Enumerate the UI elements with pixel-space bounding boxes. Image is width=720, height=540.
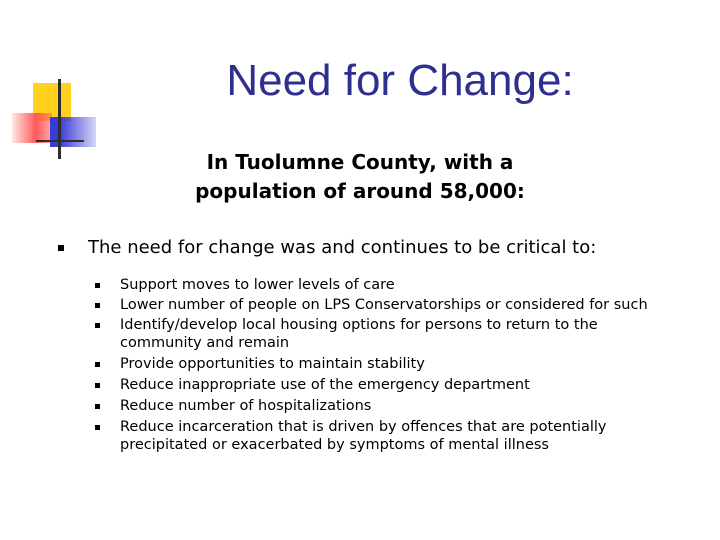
list-item-text: Lower number of people on LPS Conservatorships or considered for such bbox=[120, 297, 648, 313]
list-item bbox=[95, 418, 675, 454]
list-item bbox=[95, 316, 675, 352]
list-item bbox=[95, 355, 675, 373]
square-bullet-icon bbox=[95, 404, 100, 409]
decor-red-bar bbox=[12, 113, 52, 143]
square-bullet-icon bbox=[95, 303, 100, 308]
decor-vertical-line bbox=[58, 79, 61, 159]
list-item-text: Reduce incarceration that is driven by offences that are potentially precipitated or exacerbated by symptoms of mental illness bbox=[120, 419, 607, 453]
decor-blue-square bbox=[50, 117, 96, 147]
square-bullet-icon bbox=[95, 425, 100, 430]
list-item-text: Reduce number of hospitalizations bbox=[120, 398, 372, 414]
square-bullet-icon bbox=[95, 283, 100, 288]
subtitle-line-1: In Tuolumne County, with a bbox=[206, 150, 514, 174]
slide-title: Need for Change: bbox=[226, 56, 574, 105]
list-item bbox=[95, 397, 675, 415]
square-bullet-icon bbox=[95, 323, 100, 328]
list-item-text: Support moves to lower levels of care bbox=[120, 277, 395, 293]
main-bullet-text: The need for change was and continues to be critical to: bbox=[88, 237, 597, 258]
square-bullet-icon bbox=[95, 362, 100, 367]
square-bullet-icon bbox=[58, 245, 64, 251]
list-item-text: Provide opportunities to maintain stability bbox=[120, 356, 425, 372]
decor-horizontal-line bbox=[36, 140, 84, 142]
square-bullet-icon bbox=[95, 383, 100, 388]
list-item-text: Identify/develop local housing options for persons to return to the community and remain bbox=[120, 317, 598, 351]
slide-subtitle bbox=[130, 148, 590, 206]
sub-bullet-list bbox=[95, 276, 675, 454]
list-item bbox=[95, 376, 675, 394]
list-item-text: Reduce inappropriate use of the emergency department bbox=[120, 377, 530, 393]
subtitle-line-2: population of around 58,000: bbox=[195, 179, 525, 203]
list-item bbox=[95, 276, 675, 294]
list-item bbox=[95, 296, 675, 314]
